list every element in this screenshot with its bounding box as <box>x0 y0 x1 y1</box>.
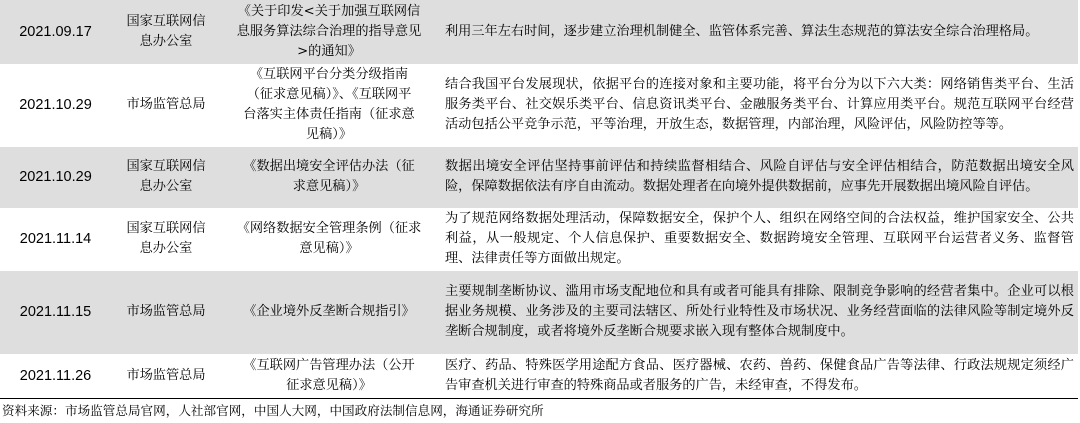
row-content: 主要规制垄断协议、滥用市场支配地位和具有或者可能具有排除、限制竞争影响的经营者集中。企业可以根据业务规模、业务涉及的主要司法辖区、所处行业特性及市场状况、业务经营面临的法律风险等制定境外反垄断合规制度，或者将境外反垄断合规要求嵌入现有整体合规制度中。 <box>437 270 1078 354</box>
source-note: 资料来源：市场监管总局官网，人社部官网，中国人大网，中国政府法制信息网，海通证券研究所 <box>2 403 544 418</box>
table-row <box>0 208 1078 270</box>
row-department: 市场监管总局 <box>111 64 221 146</box>
row-content: 数据出境安全评估坚持事前评估和持续监督相结合、风险自评估与安全评估相结合，防范数据出境安全风险，保障数据依法有序自由流动。数据处理者在向境外提供数据前，应事先开展数据出境风险自评估。 <box>437 146 1078 208</box>
row-department: 市场监管总局 <box>111 354 221 398</box>
row-date: 2021.10.29 <box>0 64 111 146</box>
table-row <box>0 0 1078 64</box>
row-department: 国家互联网信息办公室 <box>111 0 221 64</box>
row-date: 2021.10.29 <box>0 146 111 208</box>
row-content: 结合我国平台发展现状，依据平台的连接对象和主要功能，将平台分为以下六大类：网络销售类平台、生活服务类平台、社交娱乐类平台、信息资讯类平台、金融服务类平台、计算应用类平台。规范互联网平台经营活动包括公平竞争示范，平等治理，开放生态，数据管理，内部治理，风险评估，风险防控等等。 <box>437 64 1078 146</box>
row-content: 利用三年左右时间，逐步建立治理机制健全、监管体系完善、算法生态规范的算法安全综合治理格局。 <box>437 0 1078 64</box>
row-date: 2021.11.26 <box>0 354 111 398</box>
row-document: 《数据出境安全评估办法（征求意见稿）》 <box>221 146 437 208</box>
row-document: 《关于印发<关于加强互联网信息服务算法综合治理的指导意见>的通知》 <box>221 0 437 64</box>
row-document: 《互联网平台分类分级指南（征求意见稿）》、《互联网平台落实主体责任指南（征求意见稿）》 <box>221 64 437 146</box>
table-row <box>0 270 1078 354</box>
row-document: 《互联网广告管理办法（公开征求意见稿）》 <box>221 354 437 398</box>
row-department: 市场监管总局 <box>111 270 221 354</box>
row-content: 为了规范网络数据处理活动，保障数据安全，保护个人、组织在网络空间的合法权益，维护国家安全、公共利益，从一般规定、个人信息保护、重要数据安全、数据跨境安全管理、互联网平台运营者义务、监督管理、法律责任等方面做出规定。 <box>437 208 1078 270</box>
table-row <box>0 64 1078 146</box>
table-row <box>0 354 1078 398</box>
row-department: 国家互联网信息办公室 <box>111 208 221 270</box>
row-content: 医疗、药品、特殊医学用途配方食品、医疗器械、农药、兽药、保健食品广告等法律、行政法规规定须经广告审查机关进行审查的特殊商品或者服务的广告，未经审查，不得发布。 <box>437 354 1078 398</box>
row-document: 《企业境外反垄断合规指引》 <box>221 270 437 354</box>
row-date: 2021.11.14 <box>0 208 111 270</box>
row-date: 2021.11.15 <box>0 270 111 354</box>
table-row <box>0 146 1078 208</box>
row-department: 国家互联网信息办公室 <box>111 146 221 208</box>
row-date: 2021.09.17 <box>0 0 111 64</box>
row-document: 《网络数据安全管理条例（征求意见稿）》 <box>221 208 437 270</box>
